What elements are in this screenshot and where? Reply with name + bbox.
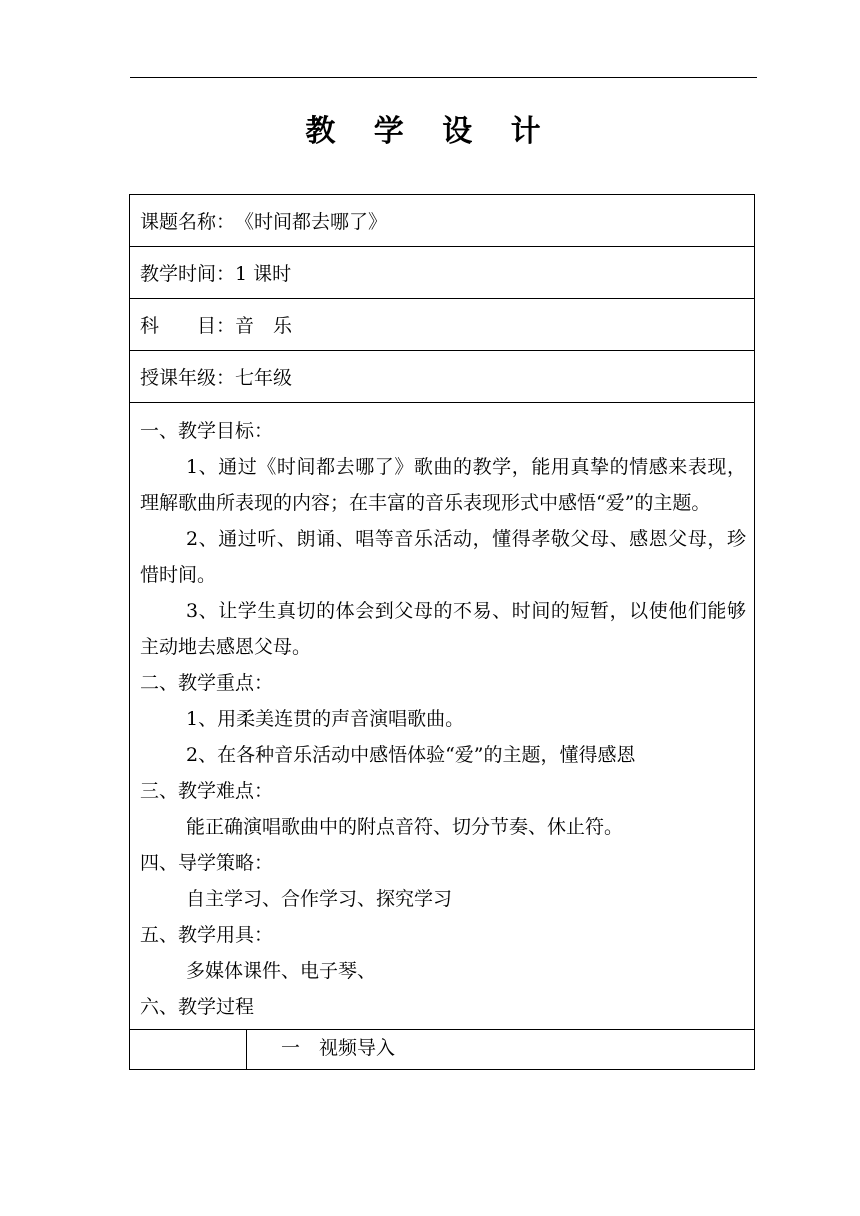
process-row-step-cell [247, 1030, 754, 1069]
key-point-item: 1、用柔美连贯的声音演唱歌曲。 [186, 708, 465, 730]
objective-item: 3、让学生真切的体会到父母的不易、时间的短暂，以使他们能够主动地去感恩父母。 [140, 600, 746, 658]
difficulty-item: 能正确演唱歌曲中的附点音符、切分节奏、休止符。 [186, 816, 624, 838]
section-heading-strategy: 四、导学策略： [140, 852, 274, 874]
process-step-label: 一 视频导入 [281, 1037, 396, 1059]
section-heading-tools: 五、教学用具： [140, 924, 274, 946]
tools-item: 多媒体课件、电子琴、 [186, 960, 377, 982]
objective-item: 1、通过《时间都去哪了》歌曲的教学，能用真挚的情感来表现，理解歌曲所表现的内容；在丰富的音乐表现形式中感悟“爱”的主题。 [140, 456, 746, 514]
strategy-item: 自主学习、合作学习、探究学习 [186, 888, 453, 910]
section-heading-difficulties: 三、教学难点： [140, 780, 274, 802]
time-value: 1 课时 [235, 263, 292, 285]
time-label: 教学时间： [140, 263, 236, 285]
process-row-blank-cell [130, 1030, 247, 1069]
process-row [130, 1029, 754, 1069]
subject-value: 音 乐 [235, 315, 293, 337]
objective-item: 2、通过听、朗诵、唱等音乐活动，懂得孝敬父母、感恩父母，珍惜时间。 [140, 528, 746, 586]
topic-value: 《时间都去哪了》 [235, 211, 388, 233]
section-heading-key-points: 二、教学重点： [140, 672, 274, 694]
info-row-subject [130, 299, 754, 351]
key-point-item: 2、在各种音乐活动中感悟体验“爱”的主题，懂得感恩 [186, 744, 636, 766]
header-rule [130, 77, 757, 78]
info-row-time [130, 247, 754, 299]
lesson-plan-table [129, 194, 755, 1070]
section-heading-process: 六、教学过程 [140, 996, 255, 1018]
section-heading-objectives: 一、教学目标： [140, 420, 274, 442]
grade-label: 授课年级： [140, 367, 236, 389]
subject-label: 科 目： [140, 315, 236, 337]
info-row-topic [130, 195, 754, 247]
document-title: 教 学 设 计 [305, 114, 555, 149]
info-row-grade [130, 351, 754, 403]
grade-value: 七年级 [235, 367, 293, 389]
lesson-content [130, 403, 754, 1029]
topic-label: 课题名称： [140, 211, 236, 233]
